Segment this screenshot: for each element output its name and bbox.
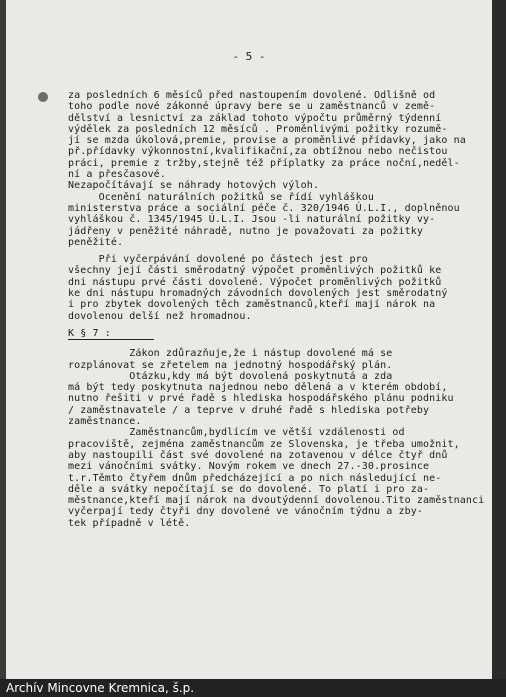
text-line: jí se mzda úkolová,premie, provise a proměnlivé přídavky, jako na [68, 135, 466, 147]
text-line: př.přídavky výkonnostní,kvalifikační,za obtížnou nebo nečistou [68, 146, 448, 158]
text-line: nutno řešiti v prvé řadě s hlediska hospodářského plánu podniku [68, 393, 454, 405]
paragraph-group-c [68, 348, 488, 529]
text-line: / zaměstnavatele / a teprve v druhé řadě s hlediska potřeby [68, 404, 430, 416]
text-line: Zákon zdůrazňuje,že i nástup dovolené má se [68, 348, 393, 360]
text-line: výdělek za posledních 12 měsíců . Proměnlivými požitky rozumě- [68, 123, 448, 135]
text-line: jádřeny v peněžité náhradě, nutno je považovati za požitky [68, 225, 423, 237]
text-line: vyčerpají tedy čtyři dny dovolené ve vánočním týdnu a zby- [68, 506, 423, 518]
text-line: Při vyčerpávání dovolené po částech jest pro [68, 254, 368, 266]
scan-edge [492, 0, 506, 697]
text-line: ní a přesčasové. [68, 169, 166, 181]
text-line: všechny její části směrodatný výpočet proměnlivých požitků ke [68, 265, 442, 277]
text-line: pracoviště, zejména zaměstnancům ze Slovenska, je třeba umožnit, [68, 438, 460, 450]
text-line: ke dni nástupu hromadných závodních dovolených jest směrodatný [68, 288, 448, 300]
text-line: rozplánovat se zřetelem na jednotný hospodářský plán. [68, 359, 393, 371]
text-line: dovolenou delší než hromadnou. [68, 310, 252, 322]
paragraph-group-b [68, 254, 488, 322]
text-line: vyhláškou č. 1345/1945 Ú.L.I. Jsou -li naturální požitky vy- [68, 214, 436, 226]
text-line: dělství a lesnictví za základ tohoto výpočtu průměrný týdenní [68, 112, 442, 124]
document-body [68, 90, 488, 529]
text-line: zaměstnance. [68, 416, 142, 428]
text-line: Ocenění naturálních požitků se řídí vyhláškou [68, 191, 375, 203]
text-line: tek případně v létě. [68, 517, 191, 529]
text-line: mezi vánočními svátky. Novým rokem ve dnech 27.-30.prosince [68, 461, 430, 473]
section-label [68, 328, 154, 340]
text-line: i pro zbytek dovolených těch zaměstnanců,kteří mají nárok na [68, 299, 436, 311]
document-page [6, 0, 492, 697]
text-line: Nezapočítávají se náhrady hotových výloh. [68, 180, 319, 192]
text-line: peněžité. [68, 236, 124, 248]
archive-footer: Archív Mincovne Kremnica, š.p. [0, 679, 506, 697]
text-line: práci, premie z tržby,stejně též příplatky za práce noční,neděl- [68, 157, 460, 169]
text-line: za posledních 6 měsíců před nastoupením dovolené. Odlišně od [68, 90, 436, 101]
text-line: městnance,kteří mají nárok na dvoutýdenní dovolenou.Tito zaměstnanci [68, 495, 485, 507]
text-line: t.r.Těmto čtyřem dnům předcházející a po nich následující ne- [68, 472, 442, 484]
text-line: děle a svátky nepočítají se do dovolené. To platí i pro za- [68, 483, 430, 495]
text-line: ministerstva práce a sociální péče č. 320/1946 Ú.L.I., doplněnou [68, 202, 460, 214]
text-line: má být tedy poskytnuta najednou nebo dělená a v kterém období, [68, 382, 448, 394]
text-line: aby nastoupili část své dovolené na zotavenou v délce čtyř dnů [68, 449, 448, 461]
section-label-text: K § 7 : [68, 327, 111, 339]
punch-hole [38, 92, 48, 102]
text-line: toho podle nové zákonné úpravy bere se u zaměstnanců v země- [68, 101, 436, 113]
text-line: dni nástupu prvé části dovolené. Výpočet proměnlivých požitků [68, 276, 442, 288]
paragraph-group-a [68, 90, 488, 248]
text-line: Otázku,kdy má být dovolená poskytnutá a zda [68, 370, 393, 382]
text-line: Zaměstnancům,bydlícím ve větší vzdálenosti od [68, 427, 405, 439]
page-number: - 5 - [232, 50, 266, 63]
